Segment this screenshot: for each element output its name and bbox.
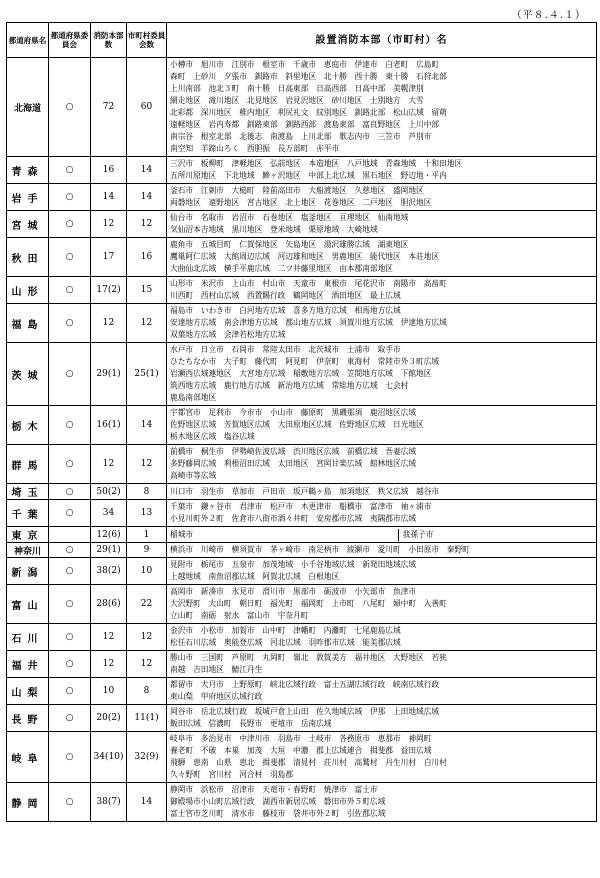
committee-mark: ○ [49,277,91,304]
header-row [7,23,597,58]
hq-names [167,678,597,705]
name-line: 都留市 大月市 上野原町 峡北広域行政 富士五湖広域行政 峡南広域行政 [170,680,440,689]
pref-name: 栃木 [7,406,49,445]
table-body [7,58,597,822]
table-row [7,157,597,184]
muni-committee-count: 14 [127,783,167,822]
name-line: 仙台市 名取市 岩沼市 石巻地区 塩釜地区 亘理地区 仙南地域 [170,213,409,222]
name-line: 山形市 米沢市 上山市 村山市 天童市 東根市 尾花沢市 南陽市 高畠町 [170,279,447,288]
table-row [7,484,597,500]
name-line: 前橋市 桐生市 伊勢崎佐波広域 渋川地区広域 前橋広域 吾妻広域 [170,447,417,456]
committee-mark: ○ [49,58,91,157]
hq-count: 50(2) [91,484,127,500]
table-row [7,585,597,624]
pref-name: 山形 [7,277,49,304]
hq-count: 34 [91,500,127,527]
hq-count: 72 [91,58,127,157]
muni-committee-count: 14 [127,157,167,184]
muni-committee-count: 12 [127,445,167,484]
header-committee: 都道府県委員会 [49,23,91,58]
name-line: 千葉市 鎌ヶ谷市 君津市 松戸市 木更津市 船橋市 富津市 袖ヶ浦市 [170,502,432,511]
hq-names [167,406,597,445]
hq-count: 12 [91,304,127,343]
name-line: 森町 上砂川 夕張市 釧路市 斜里地区 北十勝 西十勝 東十勝 石狩北部 [170,72,447,81]
hq-names [167,558,597,585]
committee-mark: ○ [49,184,91,211]
hq-count: 12 [91,651,127,678]
name-line: ひたちなか市 大子町 藤代町 阿見町 伊奈町 東海村 常陸市外３町広域 [170,357,440,366]
name-line: 鷹巣阿仁広域 大館周辺広域 河辺雄和地区 男鹿地区 能代地区 本荘地区 [170,252,440,261]
committee-mark: ○ [49,484,91,500]
name-line: 川西町 西村山広域 西置賜行政 鶴岡地区 酒田地区 最上広域 [170,291,401,300]
table-row [7,678,597,705]
pref-name: 岩手 [7,184,49,211]
committee-mark: ○ [49,157,91,184]
name-line: 養老町 不破 本巣 加茂 大垣 中濃 郡上広域連合 揖斐郡 益田広域 [170,746,432,755]
pref-name: 群馬 [7,445,49,484]
committee-mark: ○ [49,406,91,445]
name-line: 飛騨 恵南 山県 恵北 揖斐郡 清見村 荘川村 高鷲村 丹生川村 白川村 [170,758,447,767]
name-line: 大沢野町 大山町 朝日町 福光町 福岡町 上市町 八尾町 婦中町 入善町 [170,599,447,608]
name-line: 両磐地区 遠野地区 宮古地区 北上地区 花巻地区 二戸地区 胆沢地区 [170,198,432,207]
committee-mark: ○ [49,585,91,624]
hq-names [167,343,597,406]
committee-mark: ○ [49,732,91,783]
committee-mark: ○ [49,304,91,343]
muni-committee-count: 8 [127,678,167,705]
muni-committee-count: 16 [127,238,167,277]
muni-committee-count: 12 [127,211,167,238]
table-row [7,543,597,558]
header-pref: 都道府県名 [7,23,49,58]
table-row [7,732,597,783]
name-line: 北彩都 深川地区 稚内地区 利尻礼文 紋別地区 釧路北部 松山広域 留萌 [170,108,447,117]
table-row [7,58,597,157]
hq-count: 28(6) [91,585,127,624]
hq-count: 17(2) [91,277,127,304]
name-line: 上越地域 南魚沼郡広域 阿賀北広域 白根地区 [170,572,340,581]
name-line: 南空知 羊蹄山ろく 西胆振 長万部町 赤平市 [170,144,340,153]
hq-count: 29(1) [91,543,127,558]
muni-committee-count: 22 [127,585,167,624]
hq-names [167,445,597,484]
name-line: 大曲仙北広域 横手平鹿広域 二ツ井藤里地区 由本郡南部地区 [170,264,393,273]
committee-mark: ○ [49,211,91,238]
name-line: 松任石川広域 奥能登広域 河北広域 羽咋郡市広域 能美郡広域 [170,638,401,647]
hq-count: 14 [91,184,127,211]
hq-count: 12 [91,211,127,238]
committee-mark: ○ [49,558,91,585]
muni-committee-count: 14 [127,406,167,445]
hq-names [167,783,597,822]
hq-names [167,58,597,157]
name-line: 気仙沼本吉地域 黒川地区 登米地域 栗原地域 大崎地域 [170,225,378,234]
committee-mark: ○ [49,343,91,406]
header-hq-count: 消防本部数 [91,23,127,58]
name-line-extra: 我孫子市 [398,529,593,541]
name-line: 高岡市 新湊市 氷見市 滑川市 黒部市 砺波市 小矢部市 魚津市 [170,587,417,596]
muni-committee-count: 9 [127,543,167,558]
hq-names [167,527,597,543]
pref-name: 岐阜 [7,732,49,783]
name-line: 上川南部 池北３町 南十勝 日高東部 日高西部 日高中部 美幌津別 [170,84,424,93]
pref-name: 神奈川 [7,543,49,558]
name-line: 栃木地区広域 塩谷広域 [170,432,255,441]
muni-committee-count: 14 [127,184,167,211]
hq-count: 38(2) [91,558,127,585]
header-muni-committee: 市町村委員会数 [127,23,167,58]
hq-names [167,585,597,624]
name-line: 遠軽地区 岩内寿都 釧路東部 釧路西部 渡島東部 富良野地区 上川中部 [170,120,440,129]
name-line: 多野藤岡広域 利根沼田広域 太田地区 宮岡甘楽広域 館林地区広域 [170,459,417,468]
muni-committee-count: 60 [127,58,167,157]
muni-committee-count: 12 [127,304,167,343]
name-line: 静岡市 浜松市 沼津市 天竜市・春野町 焼津市 富士市 [170,785,378,794]
fire-department-table [6,22,597,822]
hq-names [167,157,597,184]
table-row [7,211,597,238]
hq-names [167,624,597,651]
hq-count: 12 [91,624,127,651]
name-line: 久々野町 宮川村 河合村 羽島郡 [170,770,294,779]
table-row [7,651,597,678]
hq-count: 34(10) [91,732,127,783]
hq-names [167,211,597,238]
name-line: 岩瀬西広域連地区 大宮地方広域 稲敷地方広域 笠間地方広域 下館地区 [170,369,432,378]
name-line: 岡谷市 岳北広域行政 坂城戸倉上山田 佐久地域広域 伊那 上田地域広域 [170,707,440,716]
committee-mark: ○ [49,783,91,822]
name-line: 筑西地方広域 鹿行地方広域 新治地方広域 常総地方広域 七会村 [170,381,409,390]
table-row [7,445,597,484]
name-line: 横浜市 川崎市 横須賀市 茅ヶ崎市 南足柄市 綾瀬市 愛川町 小田原市 秦野町 [170,545,470,554]
hq-count: 12 [91,445,127,484]
committee-mark: ○ [49,500,91,527]
hq-names [167,705,597,732]
pref-name: 宮城 [7,211,49,238]
hq-names [167,484,597,500]
pref-name: 北海道 [7,58,49,157]
name-line: 飯田広域 信濃町 長野市 更埴市 岳南広域 [170,719,332,728]
name-line: 岐阜市 多治見市 中津川市 羽島市 土岐市 各務原市 恵那市 神岡町 [170,734,432,743]
hq-count: 16(1) [91,406,127,445]
hq-names [167,500,597,527]
committee-mark: ○ [49,651,91,678]
name-line: 網走地区 滝川地区 北見地区 岩見沢地区 砂川地区 士別地方 大雪 [170,96,424,105]
name-line: 鹿島南部地区 [170,393,217,402]
name-line: 佐野地区広域 芳賀地区広域 大田原地区広域 佐野地区広域 日光地区 [170,420,424,429]
document-date: （平８.４.１） [511,10,586,21]
hq-count: 17 [91,238,127,277]
table-row [7,558,597,585]
table-row [7,406,597,445]
pref-name: 埼玉 [7,484,49,500]
name-line: 金沢市 小松市 加賀市 山中町 津幡町 内灘町 七尾鹿島広域 [170,626,401,635]
name-line: 南宗谷 根室北部 北後志 南渡島 上川北部 歌志内市 三笠市 芦別市 [170,132,432,141]
pref-name: 富山 [7,585,49,624]
name-line: 小樽市 旭川市 江別市 根室市 千歳市 恵庭市 伊達市 白老町 広島町 [170,60,440,69]
muni-committee-count: 13 [127,500,167,527]
name-line: 見附市 栃尾市 五泉市 加茂地域 小千谷地域広域 新発田地域広域 [170,560,417,569]
pref-name: 福井 [7,651,49,678]
name-line: 立山町 南砺 射水 富山市 宇奈月町 [170,611,309,620]
committee-mark: ○ [49,238,91,277]
committee-mark: ○ [49,624,91,651]
name-line: 双葉地方広域 会津若松地方広域 [170,330,286,339]
table-row [7,705,597,732]
pref-name: 東京 [7,527,49,543]
name-line [170,529,593,541]
committee-mark: ○ [49,678,91,705]
hq-names [167,543,597,558]
hq-names [167,651,597,678]
table-row [7,527,597,543]
pref-name: 茨城 [7,343,49,406]
muni-committee-count: 10 [127,558,167,585]
pref-name: 静岡 [7,783,49,822]
name-line: 高崎市等広域 [170,471,217,480]
table-row [7,184,597,211]
table-row [7,783,597,822]
muni-committee-count: 32(9) [127,732,167,783]
pref-name: 山梨 [7,678,49,705]
name-line: 川口市 羽生市 草加市 戸田市 坂戸鶴ヶ島 加須地区 秩父広域 越谷市 [170,486,440,496]
committee-mark: ○ [49,543,91,558]
hq-count: 16 [91,157,127,184]
table-row [7,238,597,277]
table-row [7,624,597,651]
name-line: 安達地方広域 南会津地方広域 郡山地方広域 須賀川地方広域 伊達地方広域 [170,318,447,327]
hq-names [167,732,597,783]
muni-committee-count: 8 [127,484,167,500]
table-row [7,304,597,343]
name-line: 南越 吉田地区 鯖江丹生 [170,665,263,674]
name-line: 五所川原地区 下北地域 鰺ヶ沢地区 中部上北広域 黒石地区 野辺地・平内 [170,171,447,180]
muni-committee-count: 12 [127,624,167,651]
pref-name: 新潟 [7,558,49,585]
name-line: 富士宮市芝川町 清水市 藤枝市 袋井市外２町 引佐郡広域 [170,809,386,818]
muni-committee-count: 15 [127,277,167,304]
pref-name: 石川 [7,624,49,651]
hq-count: 10 [91,678,127,705]
name-line: 宇都宮市 足利市 今市市 小山市 藤原町 黒磯那須 鹿沼地区広域 [170,408,417,417]
name-line-text: 稲城市 [170,529,194,539]
name-line: 東山梨 甲府地区広域行政 [170,692,263,701]
hq-names [167,304,597,343]
table-row [7,343,597,406]
pref-name: 青森 [7,157,49,184]
name-line: 小見川町外２町 佐倉市八街市酒々井町 安房郡市広域 夷隅郡市広域 [170,514,417,523]
hq-count: 20(2) [91,705,127,732]
hq-names [167,184,597,211]
name-line: 三沢市 板柳町 津軽地区 弘前地区 本造地区 八戸地域 青森地域 十和田地区 [170,159,463,168]
muni-committee-count: 12 [127,651,167,678]
hq-count: 38(7) [91,783,127,822]
pref-name: 千葉 [7,500,49,527]
hq-count: 12(6) [91,527,127,543]
hq-names [167,277,597,304]
pref-name: 長野 [7,705,49,732]
muni-committee-count: 11(1) [127,705,167,732]
muni-committee-count: 1 [127,527,167,543]
name-line: 水戸市 日立市 石岡市 常陸太田市 北茨城市 土浦市 取手市 [170,345,401,354]
name-line: 釜石市 江刺市 大槌町 陸前高田市 大船渡地区 久慈地区 盛岡地区 [170,186,424,195]
name-line: 勝山市 三国町 芦原町 丸岡町 嶺北 敦賀美方 福井地区 大野地区 若狭 [170,653,447,662]
committee-mark: ○ [49,445,91,484]
pref-name: 福島 [7,304,49,343]
hq-names [167,238,597,277]
header-names: 設置消防本部（市町村）名 [167,23,597,58]
name-line: 鹿角市 五城目町 仁賀保地区 矢島地区 湯沢雄勝広域 湖東地区 [170,240,409,249]
committee-mark [49,527,91,543]
table-row [7,500,597,527]
committee-mark: ○ [49,705,91,732]
name-line: 福島市 いわき市 白河地方広域 喜多方地方広域 相馬地方広域 [170,306,401,315]
hq-count: 29(1) [91,343,127,406]
table-row [7,277,597,304]
pref-name: 秋田 [7,238,49,277]
muni-committee-count: 25(1) [127,343,167,406]
name-line: 御殿場市小山町広域行政 湖西市新居広域 磐田市外５町広域 [170,797,386,806]
